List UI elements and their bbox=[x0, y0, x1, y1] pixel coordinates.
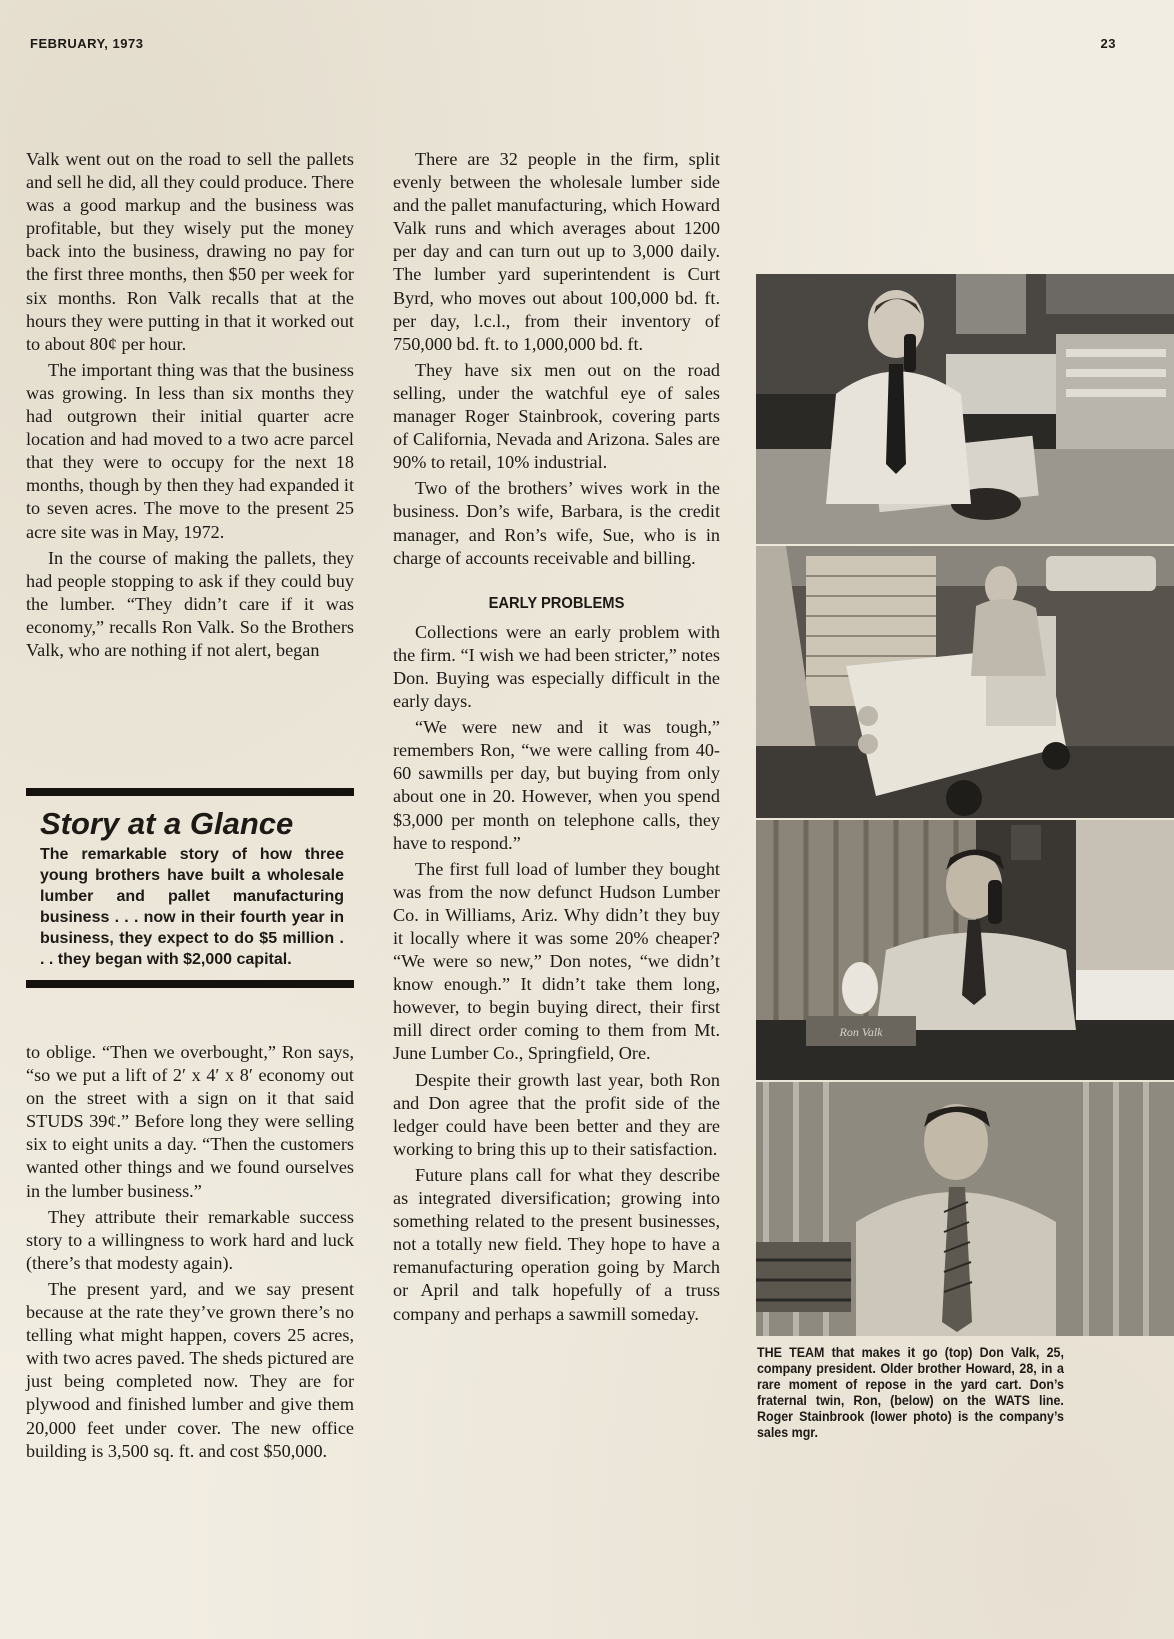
page-number: 23 bbox=[1100, 36, 1116, 51]
glance-title: Story at a Glance bbox=[40, 806, 294, 841]
paragraph: to oblige. “Then we overbought,” Ron says, “so we put a lift of 2′ x 4′ x 8′ economy out on the street with a sign on it that said STUDS 39¢.” Before long they were selling six to eight units a day. “Then the customers wanted other things and we found ourselves in the lumber business.” bbox=[26, 1042, 354, 1201]
section-subhead: EARLY PROBLEMS bbox=[488, 594, 625, 612]
paragraph: Valk went out on the road to sell the pallets and sell he did, all they could produce. There was a good markup and the business was profitable, but they wisely put the money back into the business, drawing no pay for the first three months, then $50 per week for six months. Ron Valk recalls that at the hours they were putting in that it worked out to about 80¢ per hour. bbox=[26, 149, 354, 354]
issue-date: FEBRUARY, 1973 bbox=[30, 36, 144, 51]
glance-body: The remarkable story of how three young brothers have built a wholesale lumber and pallet manufacturing business . . . now in their fourth year in business, they expect to do $5 million . . . they began with $2,000 capital. bbox=[40, 846, 344, 968]
photo-caption bbox=[757, 1345, 1064, 1441]
column-2 bbox=[393, 148, 720, 1329]
story-at-a-glance-box bbox=[26, 788, 354, 988]
column-1-top bbox=[26, 148, 354, 665]
photo-don-valk-desk bbox=[756, 274, 1174, 544]
paragraph: The present yard, and we say present because at the rate they’ve grown there’s no telling what might happen, covers 25 acres, with two acres paved. The sheds pictured are just being completed now. They are for plywood and finished lumber and give them 20,000 feet under cover. The new office building is 3,500 sq. ft. and cost $50,000. bbox=[26, 1278, 354, 1461]
paragraph: Two of the brothers’ wives work in the business. Don’s wife, Barbara, is the credit manager, and Ron’s wife, Sue, who is in charge of accounts receivable and billing. bbox=[393, 478, 720, 568]
paragraph: “We were new and it was tough,” remembers Ron, “we were calling from 40-60 sawmills per day, but buying from only about one in 20. However, when you spend $3,000 per month on telephone calls, they have to respond.” bbox=[393, 717, 720, 853]
paragraph: The first full load of lumber they bought was from the now defunct Hudson Lumber Co. in Williams, Ariz. Why didn’t they buy it locally where it was some 20% cheaper? “We were so new,” Don notes, “we didn’t know enough.” It didn’t take them long, however, to begin buying direct, their first mill direct order coming to them from Mt. June Lumber Co., Springfield, Ore. bbox=[393, 858, 720, 1064]
paragraph: Collections were an early problem with the firm. “I wish we had been stricter,” notes Don. Buying was especially difficult in the early days. bbox=[393, 621, 720, 712]
nameplate-text: Ron Valk bbox=[839, 1025, 883, 1039]
paragraph: Despite their growth last year, both Ron and Don agree that the profit side of the ledger could have been better and they are working to bring this up to their satisfaction. bbox=[393, 1069, 720, 1159]
photo-roger-stainbrook bbox=[756, 1082, 1174, 1336]
caption-text: that makes it go (top) Don Valk, 25, company president. Older brother Howard, 28, in a rare moment of repose in the yard cart. Don’s fraternal twin, Ron, (below) on the WATS line. Roger Stainbrook (lower photo) is the company’s sales mgr. bbox=[757, 1345, 1064, 1440]
photo-howard-valk-cart bbox=[756, 546, 1174, 818]
column-1-bottom bbox=[26, 1041, 354, 1466]
paragraph: In the course of making the pallets, they had people stopping to ask if they could buy the lumber. “They didn’t care if it was economy,” recalls Ron Valk. So the Brothers Valk, who are nothing if not alert, began bbox=[26, 547, 354, 660]
paragraph: The important thing was that the business was growing. In less than six months they had outgrown their initial quarter acre location and had moved to a two acre parcel that they were to occupy for the next 18 months, though by then they had expanded it to seven acres. The move to the present 25 acre site was in May, 1972. bbox=[26, 359, 354, 542]
paragraph: There are 32 people in the firm, split evenly between the wholesale lumber side and the pallet manufacturing, which Howard Valk runs and which averages about 1200 per day and can turn out up to 3,000 daily. The lumber yard superintendent is Curt Byrd, who moves out about 100,000 bd. ft. per day, l.c.l., from their inventory of 750,000 bd. ft. to 1,000,000 bd. ft. bbox=[393, 149, 720, 354]
caption-lead: THE TEAM bbox=[757, 1345, 825, 1360]
paragraph: They attribute their remarkable success story to a willingness to work hard and luck (there’s that modesty again). bbox=[26, 1206, 354, 1273]
photo-ron-valk-phone bbox=[756, 820, 1174, 1080]
paragraph: Future plans call for what they describe as integrated diversification; growing into something related to the present businesses, not a totally new field. They hope to have a remanufacturing operation going by March or April and talk hopefully of a truss company and perhaps a sawmill someday. bbox=[393, 1164, 720, 1324]
paragraph: They have six men out on the road selling, under the watchful eye of sales manager Roger Stainbrook, covering parts of California, Nevada and Arizona. Sales are 90% to retail, 10% industrial. bbox=[393, 359, 720, 473]
